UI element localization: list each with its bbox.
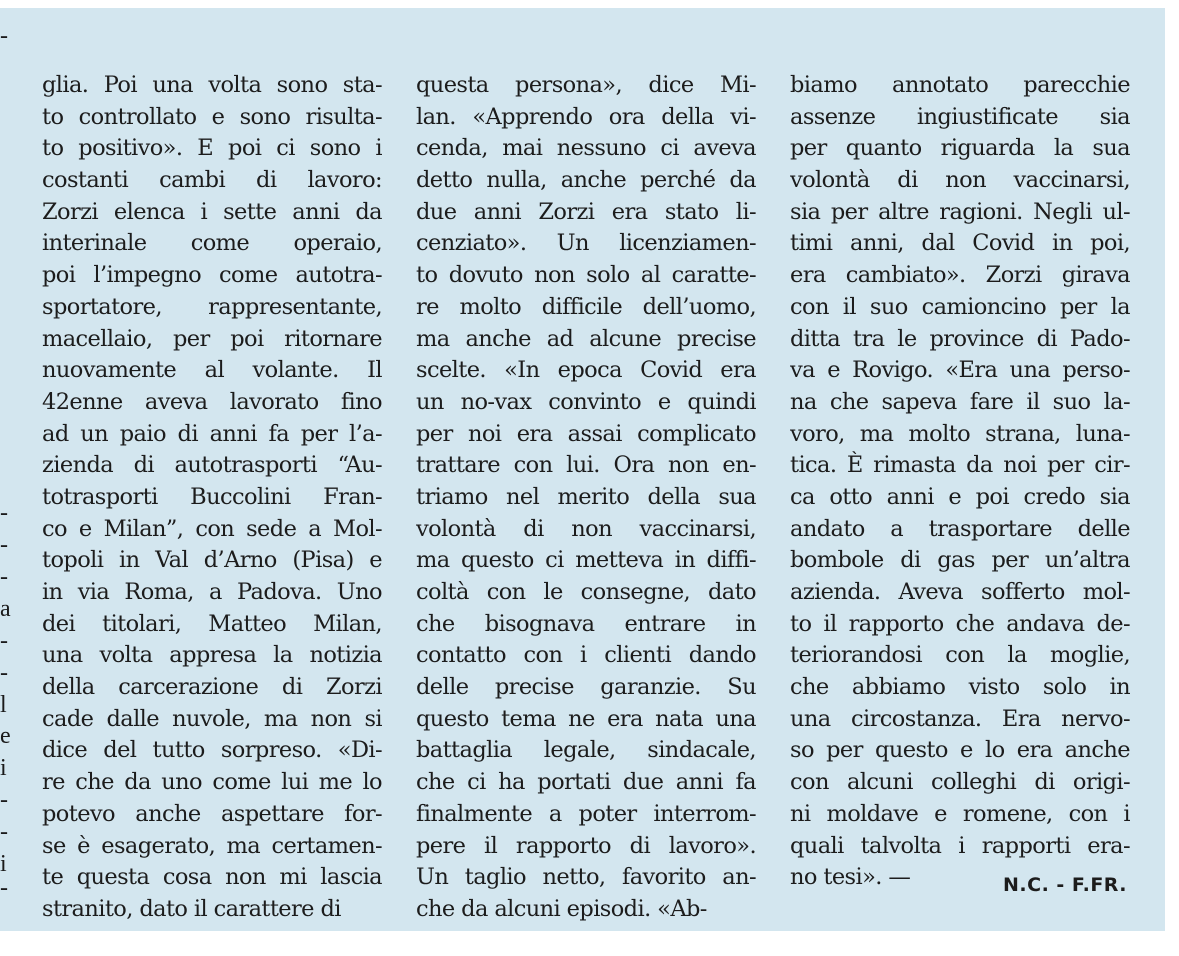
text-line: questo tema ne era nata una (416, 705, 756, 732)
text-line: bombole di gas per un’altra (790, 547, 1130, 574)
text-line: battaglia legale, sindacale, (416, 737, 756, 764)
text-line: cade dalle nuvole, ma non si (42, 705, 382, 732)
text-line: una circostanza. Era nervo- (790, 705, 1130, 732)
text-line: volontà di non vaccinarsi, (416, 515, 756, 542)
text-line: costanti cambi di lavoro: (42, 167, 382, 194)
text-line: topoli in Val d’Arno (Pisa) e (42, 547, 382, 574)
text-line: nuovamente al volante. Il (42, 357, 382, 384)
text-line: un no-vax convinto e quindi (416, 388, 756, 415)
text-line: volontà di non vaccinarsi, (790, 167, 1130, 194)
text-column-3 (790, 70, 1130, 894)
previous-column-edge (0, 0, 14, 956)
text-line: voro, ma molto strana, luna- (790, 420, 1130, 447)
text-line: zienda di autotrasporti “Au- (42, 452, 382, 479)
text-line: te questa cosa non mi lascia (42, 864, 382, 891)
text-line: assenze ingiustificate sia (790, 103, 1130, 130)
text-line: dei titolari, Matteo Milan, (42, 610, 382, 637)
text-line: va e Rovigo. «Era una perso- (790, 357, 1130, 384)
text-line: to positivo». E poi ci sono i (42, 135, 382, 162)
text-line: sia per altre ragioni. Negli ul- (790, 198, 1130, 225)
text-line: cenda, mai nessuno ci aveva (416, 135, 756, 162)
text-line: se è esagerato, ma certamen- (42, 832, 382, 859)
edge-fragment: - (0, 628, 8, 654)
edge-fragment: i (0, 851, 7, 877)
text-line: ni moldave e romene, con i (790, 800, 1130, 827)
text-line: ma anche ad alcune precise (416, 325, 756, 352)
text-line: to controllato e sono risulta- (42, 103, 382, 130)
edge-fragment: - (0, 660, 8, 686)
text-line: con alcuni colleghi di origi- (790, 769, 1130, 796)
text-line: re molto difficile dell’uomo, (416, 293, 756, 320)
text-line: delle precise garanzie. Su (416, 674, 756, 701)
text-line: macellaio, per poi ritornare (42, 325, 382, 352)
edge-fragment: - (0, 500, 8, 526)
text-line: ad un paio di anni fa per l’a- (42, 420, 382, 447)
text-line: andato a trasportare delle (790, 515, 1130, 542)
text-line: in via Roma, a Padova. Uno (42, 579, 382, 605)
text-line: teriorandosi con la moglie, (790, 642, 1130, 669)
text-line: due anni Zorzi era stato li- (416, 198, 756, 225)
text-column-2 (416, 70, 756, 926)
text-line: interinale come operaio, (42, 230, 382, 257)
edge-fragment: - (0, 875, 8, 901)
text-line: finalmente a poter interrom- (416, 800, 756, 827)
text-line: timi anni, dal Covid in poi, (790, 230, 1130, 257)
text-line: poi l’impegno come autotra- (42, 262, 382, 289)
text-line: detto nulla, anche perché da (416, 167, 756, 194)
author-signature: N.C. - F.FR. (1003, 874, 1127, 896)
text-line: scelte. «In epoca Covid era (416, 357, 756, 384)
text-line: ma questo ci metteva in diffi- (416, 547, 756, 574)
edge-fragment: - (0, 564, 8, 590)
text-line: della carcerazione di Zorzi (42, 674, 382, 701)
text-line: glia. Poi una volta sono sta- (42, 72, 382, 98)
edge-fragment: a (0, 596, 11, 622)
edge-fragment: i (0, 755, 7, 781)
text-line: che da alcuni episodi. «Ab- (416, 895, 707, 922)
text-line: per quanto riguarda la sua (790, 135, 1130, 162)
text-line: Zorzi elenca i sette anni da (42, 198, 382, 225)
text-line: coltà con le consegne, dato (416, 579, 756, 605)
text-line: Un taglio netto, favorito an- (416, 864, 756, 891)
text-line: biamo annotato parecchie (790, 72, 1130, 98)
text-line: che bisognava entrare in (416, 610, 756, 637)
edge-fragment: l (0, 692, 7, 718)
text-column-1 (42, 70, 382, 926)
text-line: per noi era assai complicato (416, 420, 756, 447)
text-line: totrasporti Buccolini Fran- (42, 483, 382, 510)
edge-fragment: - (0, 532, 8, 558)
text-line: con il suo camioncino per la (790, 293, 1130, 320)
text-line: sportatore, rappresentante, (42, 293, 382, 320)
text-line: stranito, dato il carattere di (42, 895, 341, 922)
text-line: 42enne aveva lavorato fino (42, 388, 382, 415)
text-line: no tesi». — (790, 864, 911, 891)
text-line: azienda. Aveva sofferto mol- (790, 579, 1130, 605)
text-line: triamo nel merito della sua (416, 483, 756, 510)
text-line: cenziato». Un licenziamen- (416, 230, 756, 257)
text-line: re che da uno come lui me lo (42, 769, 382, 796)
text-line: lan. «Apprendo ora della vi- (416, 103, 756, 130)
text-line: ditta tra le province di Pado- (790, 325, 1130, 352)
edge-fragment: - (0, 819, 8, 845)
text-line: che ci ha portati due anni fa (416, 769, 756, 796)
edge-fragment: e (0, 723, 11, 749)
text-line: potevo anche aspettare for- (42, 800, 382, 827)
text-line: che abbiamo visto solo in (790, 674, 1130, 701)
text-line: una volta appresa la notizia (42, 642, 382, 669)
text-line: questa persona», dice Mi- (416, 72, 756, 98)
text-line: era cambiato». Zorzi girava (790, 262, 1130, 289)
text-line: co e Milan”, con sede a Mol- (42, 515, 382, 542)
text-line: trattare con lui. Ora non en- (416, 452, 756, 479)
text-line: quali talvolta i rapporti era- (790, 832, 1130, 859)
text-line: contatto con i clienti dando (416, 642, 756, 669)
text-line: to il rapporto che andava de- (790, 610, 1130, 637)
edge-fragment: - (0, 787, 8, 813)
text-line: dice del tutto sorpreso. «Di- (42, 737, 382, 764)
text-line: na che sapeva fare il suo la- (790, 388, 1130, 415)
text-line: pere il rapporto di lavoro». (416, 832, 756, 859)
text-line: to dovuto non solo al caratte- (416, 262, 756, 289)
text-line: so per questo e lo era anche (790, 737, 1130, 764)
edge-fragment: - (0, 23, 8, 49)
text-line: tica. È rimasta da noi per cir- (790, 452, 1130, 479)
text-line: ca otto anni e poi credo sia (790, 483, 1130, 510)
